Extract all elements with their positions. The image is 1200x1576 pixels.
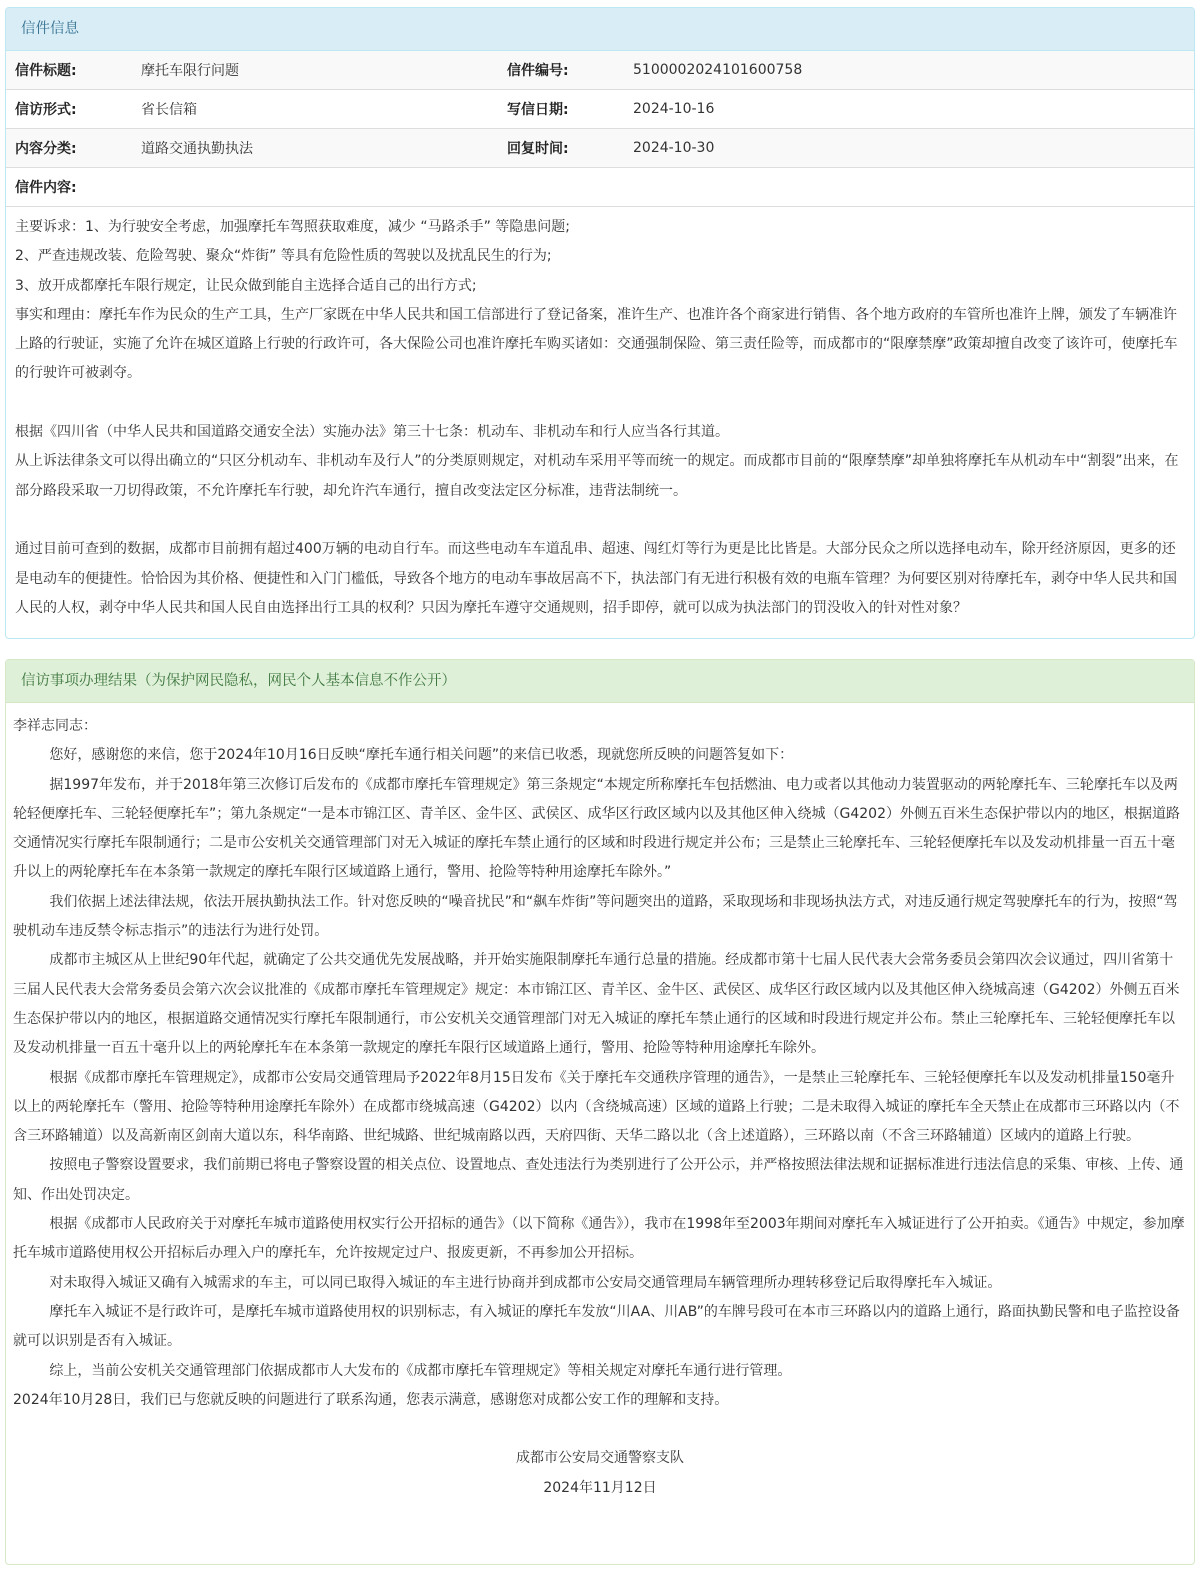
letter-info-panel: [5, 7, 1195, 639]
content-category-value: 道路交通执勤执法: [132, 129, 498, 168]
reply-time-label: 回复时间:: [498, 129, 624, 168]
content-category-label: 内容分类:: [6, 129, 132, 168]
letter-info-table: [6, 51, 1194, 206]
reply-paragraph: 对未取得入城证又确有入城需求的车主，可以同已取得入城证的车主进行协商并到成都市公安局交通管理局车辆管理所办理转移登记后取得摩托车入城证。: [49, 1274, 1002, 1291]
letter-title-value: 摩托车限行问题: [132, 51, 498, 90]
letter-form-value: 省长信箱: [132, 90, 498, 129]
result-panel: [5, 659, 1195, 1565]
reply-paragraph: 据1997年发布，并于2018年第三次修订后发布的《成都市摩托车管理规定》第三条规定“本规定所称摩托车包括燃油、电力或者以其他动力装置驱动的两轮摩托车、三轮摩托车以及两轮轻便摩托车、三轮轻便摩托车”；第九条规定“一是本市锦江区、青羊区、金牛区、武侯区、成华区行政区域内以及其他区伸入绕城（G4202）外侧五百米生态保护带以内的地区，根据道路交通情况实行摩托车限制通行；二是市公安机关交通管理部门对无入城证的摩托车禁止通行的区域和时段进行规定并公布；三是禁止三轮摩托车、三轮轻便摩托车以及发动机排量一百五十毫升以上的两轮摩托车在本条第一款规定的摩托车限行区域道路上通行，警用、抢险等特种用途摩托车除外。”: [13, 776, 1180, 881]
letter-content-label: 信件内容:: [6, 168, 1194, 207]
letter-form-label: 信访形式:: [6, 90, 132, 129]
reply-body: [6, 703, 1194, 1503]
table-row: [6, 168, 1194, 207]
blank-line: [15, 506, 1185, 535]
reply-paragraph: 综上，当前公安机关交通管理部门依据成都市人大发布的《成都市摩托车管理规定》等相关规定对摩托车通行进行管理。: [49, 1362, 792, 1379]
table-row: [6, 129, 1194, 168]
result-heading: 信访事项办理结果（为保护网民隐私，网民个人基本信息不作公开）: [6, 660, 1194, 703]
letter-date-value: 2024-10-16: [624, 90, 1194, 129]
salutation: 李祥志同志：: [13, 718, 97, 734]
reply-paragraph: 您好，感谢您的来信，您于2024年10月16日反映“摩托车通行相关问题”的来信已收悉，现就您所反映的问题答复如下：: [49, 747, 794, 764]
letter-title-label: 信件标题:: [6, 51, 132, 90]
reply-paragraph: 按照电子警察设置要求，我们前期已将电子警察设置的相关点位、设置地点、查处违法行为类别进行了公开公示，并严格按照法律法规和证据标准进行违法信息的采集、审核、上传、通知、作出处罚决定。: [13, 1157, 1184, 1203]
table-row: [6, 90, 1194, 129]
content-paragraph: 通过目前可查到的数据，成都市目前拥有超过400万辆的电动自行车。而这些电动车车道乱串、超速、闯红灯等行为更是比比皆是。大部分民众之所以选择电动车，除开经济原因，更多的还是电动车的便捷性。恰恰因为其价格、便捷性和入门门槛低，导致各个地方的电动车事故居高不下，执法部门有无进行积极有效的电瓶车管理？为何要区别对待摩托车，剥夺中华人民共和国人民的人权，剥夺中华人民共和国人民自由选择出行工具的权利？只因为摩托车遵守交通规则，招手即停，就可以成为执法部门的罚没收入的针对性对象？: [15, 541, 1177, 616]
letter-date-label: 写信日期:: [498, 90, 624, 129]
content-paragraph: 2、严查违规改装、危险驾驶、聚众“炸街” 等具有危险性质的驾驶以及扰乱民生的行为;: [15, 248, 552, 265]
letter-info-heading: 信件信息: [6, 8, 1194, 51]
letter-number-label: 信件编号:: [498, 51, 624, 90]
blank-line: [13, 1415, 1187, 1444]
signature-date: 2024年11月12日: [543, 1479, 657, 1496]
blank-line: [15, 389, 1185, 418]
reply-paragraph: 根据《成都市摩托车管理规定》，成都市公安局交通管理局予2022年8月15日发布《关于摩托车交通秩序管理的通告》，一是禁止三轮摩托车、三轮轻便摩托车以及发动机排量150毫升以上的两轮摩托车（警用、抢险等特种用途摩托车除外）在成都市绕城高速（G4202）以内（含绕城高速）区域的道路上行驶；二是未取得入城证的摩托车全天禁止在成都市三环路以内（不含三环路辅道）以及高新南区剑南大道以东，科华南路、世纪城路、世纪城南路以西，天府四街、天华二路以北（含上述道路），三环路以南（不含三环路辅道）区域内的道路上行驶。: [13, 1069, 1180, 1145]
content-paragraph: 事实和理由：摩托车作为民众的生产工具，生产厂家既在中华人民共和国工信部进行了登记备案，准许生产、也准许各个商家进行销售、各个地方政府的车管所也准许上牌，颁发了车辆准许上路的行驶证，实施了允许在城区道路上行驶的行政许可，各大保险公司也准许摩托车购买诸如：交通强制保险、第三责任险等，而成都市的“限摩禁摩”政策却擅自改变了该许可，使摩托车的行驶许可被剥夺。: [15, 306, 1178, 382]
reply-paragraph: 我们依据上述法律法规，依法开展执勤执法工作。针对您反映的“噪音扰民”和“飙车炸街”等问题突出的道路，采取现场和非现场执法方式，对违反通行规定驾驶摩托车的行为，按照“驾驶机动车违反禁令标志指示”的违法行为进行处罚。: [13, 893, 1178, 940]
reply-paragraph: 根据《成都市人民政府关于对摩托车城市道路使用权实行公开招标的通告》（以下简称《通告》），我市在1998年至2003年期间对摩托车入城证进行了公开拍卖。《通告》中规定，参加摩托车城市道路使用权公开招标后办理入户的摩托车，允许按规定过户、报废更新，不再参加公开招标。: [13, 1216, 1185, 1262]
letter-content-body: [6, 206, 1194, 623]
letter-number-value: 5100002024101600758: [624, 51, 1194, 90]
reply-paragraph: 成都市主城区从上世纪90年代起，就确定了公共交通优先发展战略，并开始实施限制摩托车通行总量的措施。经成都市第十七届人民代表大会常务委员会第四次会议通过，四川省第十三届人民代表大会常务委员会第六次会议批准的《成都市摩托车管理规定》规定：本市锦江区、青羊区、金牛区、武侯区、成华区行政区域内以及其他区伸入绕城高速（G4202）外侧五百米生态保护带以内的地区，根据道路交通情况实行摩托车限制通行，市公安机关交通管理部门对无入城证的摩托车禁止通行的区域和时段进行规定并公布。禁止三轮摩托车、三轮轻便摩托车以及发动机排量一百五十毫升以上的两轮摩托车在本条第一款规定的摩托车限行区域道路上通行，警用、抢险等特种用途摩托车除外。: [13, 952, 1180, 1057]
reply-paragraph: 摩托车入城证不是行政许可，是摩托车城市道路使用权的识别标志，有入城证的摩托车发放“川AA、川AB”的车牌号段可在本市三环路以内的道路上通行，路面执勤民警和电子监控设备就可以识别是否有入城证。: [13, 1303, 1180, 1350]
table-row: [6, 51, 1194, 90]
signature-org: 成都市公安局交通警察支队: [516, 1450, 684, 1467]
content-paragraph: 从上诉法律条文可以得出确立的“只区分机动车、非机动车及行人”的分类原则规定，对机动车采用平等而统一的规定。而成都市目前的“限摩禁摩”却单独将摩托车从机动车中“割裂”出来，在部分路段采取一刀切得政策，不允许摩托车行驶，却允许汽车通行，擅自改变法定区分标准，违背法制统一。: [15, 453, 1179, 499]
reply-time-value: 2024-10-30: [624, 129, 1194, 168]
content-paragraph: 3、放开成都摩托车限行规定，让民众做到能自主选择合适自己的出行方式;: [15, 277, 477, 294]
content-paragraph: 根据《四川省（中华人民共和国道路交通安全法）实施办法》第三十七条：机动车、非机动车和行人应当各行其道。: [15, 424, 729, 441]
content-paragraph: 主要诉求：1、为行驶安全考虑，加强摩托车驾照获取难度，减少 “马路杀手” 等隐患问题;: [15, 219, 571, 235]
closing-note: 2024年10月28日，我们已与您就反映的问题进行了联系沟通，您表示满意，感谢您对成都公安工作的理解和支持。: [13, 1391, 729, 1408]
